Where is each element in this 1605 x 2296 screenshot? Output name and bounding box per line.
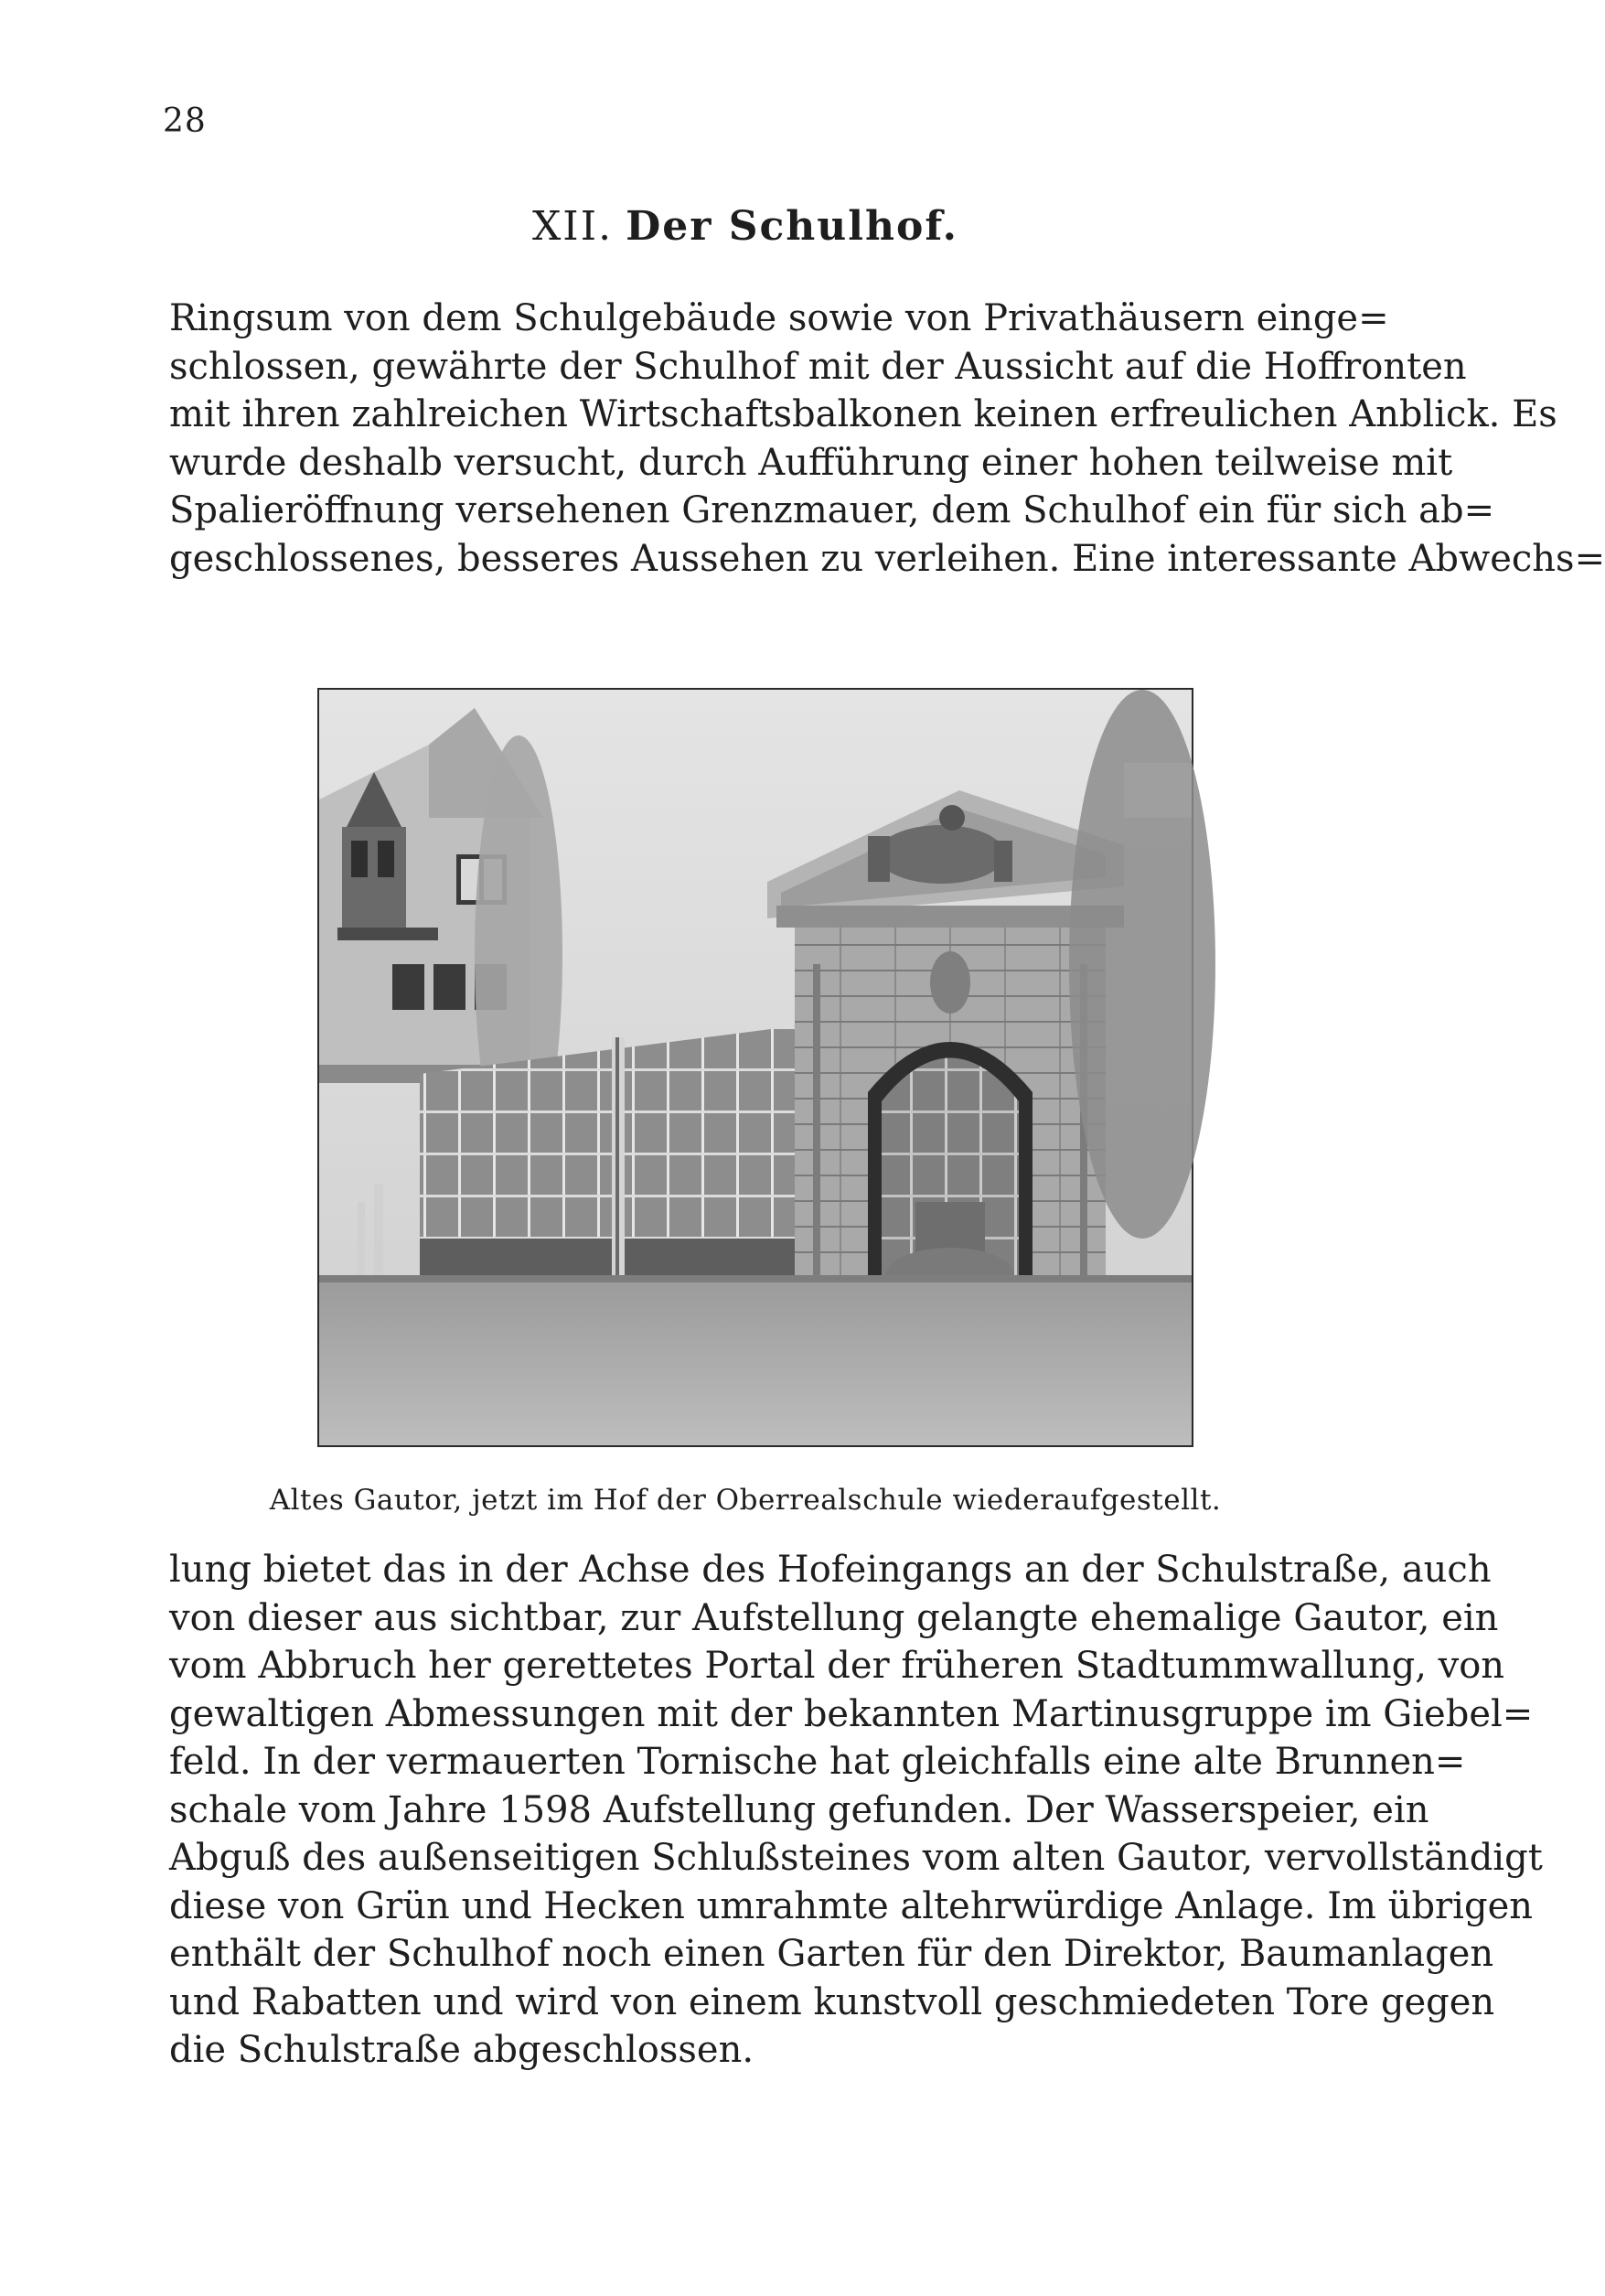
chapter-title [0,203,1491,250]
chapter-title-text: Der Schulhof. [626,203,958,250]
photo-gautor [317,688,1193,1447]
text-line: schlossen, gewährte der Schulhof mit der Aussicht auf die Hoffronten [169,345,1467,388]
chapter-numeral: XII. [531,203,614,250]
text-line: Ringsum von dem Schulgebäude sowie von Privathäusern einge= [169,297,1389,339]
text-line: schale vom Jahre 1598 Aufstellung gefunden. Der Wasserspeier, ein [169,1788,1429,1831]
paragraph-bottom [169,1546,1543,2075]
text-line: und Rabatten und wird von einem kunstvoll geschmiedeten Tore gegen [169,1980,1495,2023]
text-line: feld. In der vermauerten Tornische hat gleichfalls eine alte Brunnen= [169,1741,1466,1783]
figure-caption: Altes Gautor, jetzt im Hof der Oberrealschule wiederaufgestellt. [269,1484,1222,1517]
text-line: Spalieröffnung versehenen Grenzmauer, dem Schulhof ein für sich ab= [169,489,1495,531]
photo-illustration [319,690,1192,1445]
text-line: diese von Grün und Hecken umrahmte altehrwürdige Anlage. Im übrigen [169,1884,1533,1927]
text-line: von dieser aus sichtbar, zur Aufstellung gelangte ehemalige Gautor, ein [169,1596,1499,1639]
paragraph-top [169,295,1605,583]
text-line: mit ihren zahlreichen Wirtschaftsbalkonen keinen erfreulichen Anblick. Es [169,393,1557,435]
text-line: Abguß des außenseitigen Schlußsteines vom alten Gautor, vervollständigt [169,1837,1543,1879]
text-line: wurde deshalb versucht, durch Aufführung einer hohen teilweise mit [169,441,1453,484]
page-number: 28 [163,102,207,140]
text-line: die Schulstraße abgeschlossen. [169,2029,754,2071]
text-line: lung bietet das in der Achse des Hofeingangs an der Schulstraße, auch [169,1549,1492,1591]
text-line: vom Abbruch her gerettetes Portal der früheren Stadtummwallung, von [169,1645,1505,1687]
text-line: gewaltigen Abmessungen mit der bekannten Martinusgruppe im Giebel= [169,1692,1534,1735]
text-line: enthält der Schulhof noch einen Garten für den Direktor, Baumanlagen [169,1933,1494,1975]
text-line: geschlossenes, besseres Aussehen zu verleihen. Eine interessante Abwechs= [169,537,1605,580]
